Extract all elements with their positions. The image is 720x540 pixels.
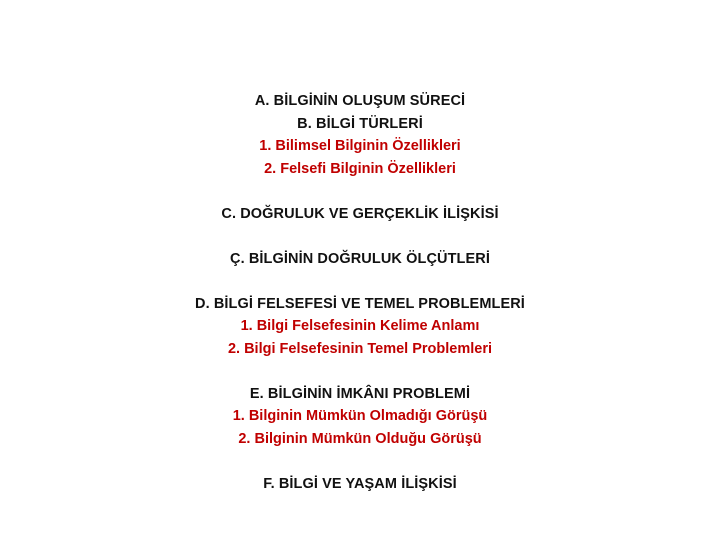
subitem-b1: 1. Bilimsel Bilginin Özellikleri xyxy=(259,138,461,154)
spacer xyxy=(0,180,720,203)
topic-outline xyxy=(0,90,720,495)
spacer xyxy=(0,225,720,248)
spacer xyxy=(0,450,720,473)
section-heading-c: C. DOĞRULUK VE GERÇEKLİK İLİŞKİSİ xyxy=(221,205,499,222)
subitem-d1: 1. Bilgi Felsefesinin Kelime Anlamı xyxy=(240,318,480,334)
section-heading-d: D. BİLGİ FELSEFESİ VE TEMEL PROBLEMLERİ xyxy=(195,295,525,312)
section-heading-e: E. BİLGİNİN İMKÂNI PROBLEMİ xyxy=(249,385,471,402)
spacer xyxy=(0,270,720,293)
spacer xyxy=(0,360,720,383)
subitem-e1: 1. Bilginin Mümkün Olmadığı Görüşü xyxy=(232,408,488,424)
subitem-e2: 2. Bilginin Mümkün Olduğu Görüşü xyxy=(238,430,482,447)
section-heading-f: F. BİLGİ VE YAŞAM İLİŞKİSİ xyxy=(263,475,457,492)
section-heading-c-cedilla: Ç. BİLGİNİN DOĞRULUK ÖLÇÜTLERİ xyxy=(230,250,490,267)
section-heading-a: A. BİLGİNİN OLUŞUM SÜRECİ xyxy=(254,93,466,109)
subitem-b2: 2. Felsefi Bilginin Özellikleri xyxy=(264,160,456,177)
section-heading-b: B. BİLGİ TÜRLERİ xyxy=(297,115,423,132)
subitem-d2: 2. Bilgi Felsefesinin Temel Problemleri xyxy=(227,340,493,357)
